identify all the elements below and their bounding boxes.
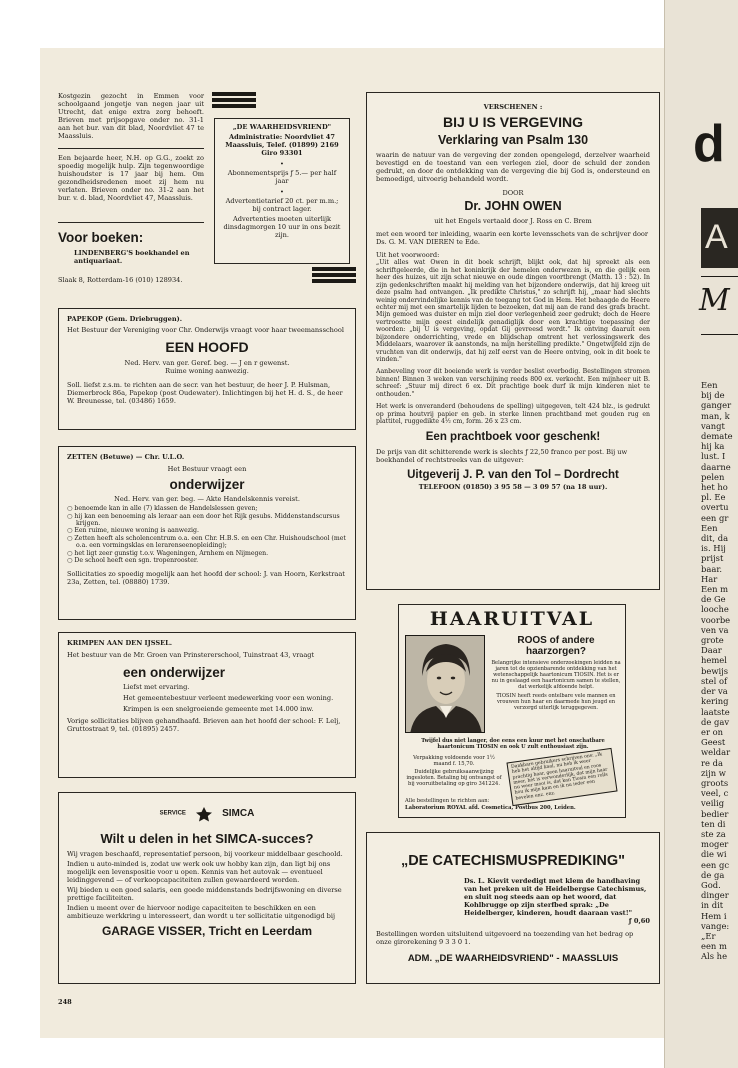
- ad-description: Ds. L. Kievit verdedigt met klem de handhaving van het preken uit de Heidelbergse Catechismus, en sluit nog steeds aan op het woord, dat Kohlbrugge op zijn sterfbed sprak: „De Heidelberger, kinderen, houdt daaraan vast!": [464, 877, 647, 918]
- simca-service-label: SERVICE: [159, 810, 186, 817]
- ad-paragraph: Indien u auto-minded is, zodat uw werk ook uw hobby kan zijn, dan ligt bij ons mogelijk een levenspositie voor u open. Kennis van het autovak — eventueel leidinggevend — of verkoopcapaciteiten zullen gewaardeerd worden.: [67, 860, 331, 885]
- ad-intro: Het Bestuur der Vereniging voor Chr. Onderwijs vraagt voor haar tweemansschool: [67, 326, 344, 335]
- banner-letter: A: [705, 218, 728, 256]
- text-line-fragment: ganger: [701, 400, 732, 411]
- text-line-fragment: hemel: [701, 655, 727, 666]
- ad-intro: Het Bestuur vraagt een: [167, 465, 247, 474]
- body-text-fragment: [701, 380, 738, 962]
- ad-heading: ZETTEN (Betuwe) — Chr. U.L.O.: [67, 453, 185, 461]
- text-line-fragment: groots: [701, 777, 729, 788]
- papekop-vacancy-ad: [58, 308, 356, 430]
- ad-bestelling-address-label: Alle bestellingen te richten aan:: [405, 798, 490, 804]
- zetten-vacancy-ad: [58, 446, 356, 620]
- text-line-fragment: ven va: [701, 624, 729, 635]
- text-line-fragment: bedier: [701, 808, 729, 819]
- haaruitval-ad: [398, 604, 626, 818]
- headline-fragment: d: [693, 115, 725, 173]
- waarheidsvriend-info-box: [214, 118, 350, 264]
- simca-brand: SIMCA: [222, 808, 255, 819]
- text-line-fragment: dit, da: [701, 533, 729, 544]
- info-admin: Administratie: Noordvliet 47 Maassluis, Telef. (01899) 2169 Giro 93301: [225, 133, 339, 158]
- text-line-fragment: Har: [701, 573, 718, 584]
- simca-swallow-icon: [194, 806, 214, 822]
- text-line-fragment: in dit: [701, 900, 724, 911]
- ad-title: onderwijzer: [169, 477, 245, 493]
- text-line-fragment: vange:: [701, 920, 730, 931]
- text-line-fragment: baar.: [701, 563, 723, 574]
- book-paragraph: Het werk is onveranderd (behoudens de spelling) uitgegeven, telt 424 blz., is gedrukt op prima houtvrij papier en geb. in sterke linnen prachtband met gouden rug en plattitel, ruggedikte 4½ cm, form. 26 x 23 cm.: [376, 403, 650, 426]
- black-banner: [701, 208, 738, 268]
- list-item: ○ De school heeft een sgn. tropenrooster.: [67, 557, 199, 565]
- owen-book-ad: [366, 92, 660, 590]
- divider: [58, 222, 204, 223]
- text-line-fragment: stel of: [701, 675, 728, 686]
- ad-line: Het gemeentebestuur verleent medewerking voor een woning.: [123, 694, 334, 703]
- ad-title: een onderwijzer: [123, 665, 226, 681]
- list-item: ○ Zetten heeft als scholencentrum o.a. een Chr. H.B.S. en een Chr. Huishoudschool (met o.a. een vormingsklas en lerarenseenopleiding);: [67, 534, 346, 550]
- divider: [58, 148, 204, 149]
- text-line-fragment: grote: [701, 635, 724, 646]
- catechismusprediking-ad: [366, 832, 660, 984]
- text-line-fragment: ten di: [701, 818, 726, 829]
- voorwoord-label: Uit het voorwoord:: [376, 251, 440, 260]
- ad-body: TIOSIN heeft reeds ontelbare vele mannen en vrouwen hun haar en daarmede hun jeugd en verzorgd uiterlijk teruggegeven.: [496, 693, 616, 711]
- book-title: BIJ U IS VERGEVING: [442, 114, 584, 131]
- decorative-bars: [312, 267, 356, 285]
- text-line-fragment: lust. I: [701, 451, 726, 462]
- book-door: DOOR: [502, 189, 524, 198]
- text-line-fragment: Hem i: [701, 910, 727, 921]
- text-line-fragment: Een: [701, 380, 718, 390]
- boekhandel-name: LINDENBERG'S boekhandel en antiquariaat.: [74, 249, 190, 266]
- text-line-fragment: hij ka: [701, 441, 725, 452]
- text-line-fragment: re da: [701, 757, 723, 768]
- ad-title: Wilt u delen in het SIMCA-succes?: [100, 831, 314, 846]
- testimonial-stamp: Dankbare gebruikers schrijven ons: „Ik heb het altijd kaal, nu heb ik weer prachtig haar, geen haaruitval en roos meer, het is verwonderlijk, dat mijn haar nu weer mooi is, dat kan Tiosin een rolls hou ik mijn kam en ik nu ieder een bevelen enz. enz.: [506, 748, 617, 806]
- ad-footer: Sollicitaties zo spoedig mogelijk aan het hoofd der school: J. van Hoorn, Kerkstraat 23a, Zetten, tel. (08880) 1739.: [67, 569, 345, 586]
- text-line-fragment: die wi: [701, 849, 727, 860]
- info-abonnement: Abonnementsprijs ƒ 5.— per half jaar: [227, 169, 337, 186]
- ad-subtitle: haarzorgen?: [525, 646, 586, 657]
- text-line-fragment: er on: [701, 726, 724, 737]
- text-line-fragment: demate: [701, 431, 733, 442]
- ad-line: Liefst met ervaring.: [123, 683, 190, 692]
- text-line-fragment: de gav: [701, 716, 730, 727]
- ad-laboratorium: Laboratorium ROYAL afd. Cosmetica, Postbus 200, Leiden.: [405, 805, 576, 811]
- ad-footer: Soll. liefst z.s.m. te richten aan de secr. van het bestuur, de heer J. P. Hulsman, Diemerbrock 86a, Papekop (post Oudewater). Inlichtingen bij het H. d. S., de heer W. Breunesse, tel. (03486) 1659.: [67, 381, 343, 406]
- portrait-photo: [405, 635, 485, 733]
- text-line-fragment: Een: [701, 522, 718, 533]
- book-author: Dr. JOHN OWEN: [464, 199, 562, 214]
- text-line-fragment: weldar: [701, 747, 731, 758]
- ad-title: „DE CATECHISMUSPREDIKING": [400, 853, 626, 869]
- ad-order-info: Bestellingen worden uitsluitend uitgevoerd na toezending van het bedrag op onze girorekening 9 3 3 0 1.: [376, 930, 634, 947]
- text-line-fragment: laatste: [701, 706, 730, 717]
- ad-paragraph: Indien u meent over de hiervoor nodige capaciteiten te beschikken en een ambitieuze werkkring u interesseert, dan wordt u ter sollicitatie uitgenodigd bij: [67, 904, 336, 921]
- page-number: 248: [58, 998, 72, 1006]
- ad-subtitle: ROOS of andere: [517, 635, 595, 646]
- ad-requirement: Ruime woning aanwezig.: [165, 367, 249, 376]
- publisher-phone: TELEFOON (01850) 3 95 58 — 3 09 57 (na 18 uur).: [418, 482, 608, 491]
- text-line-fragment: bewijs: [701, 665, 729, 676]
- ad-heading: PAPEKOP (Gem. Driebruggen).: [67, 315, 183, 323]
- text-line-fragment: het ho: [701, 482, 728, 493]
- list-item: ○ benoemde kan in alle (7) klassen de Handelslessen geven;: [67, 505, 258, 513]
- ad-title: HAARUITVAL: [429, 608, 595, 630]
- ad-footer: ADM. „DE WAARHEIDSVRIEND" - MAASSLUIS: [407, 953, 619, 965]
- ad-footer: GARAGE VISSER, Tricht en Leerdam: [101, 924, 313, 939]
- bullet-list: [67, 505, 347, 565]
- ad-title: EEN HOOFD: [165, 339, 249, 356]
- ad-footer: Vorige sollicitaties blijven gehandhaafd. Brieven aan het hoofd der school: F. Lelj, Gruttostraat 9, tel. (01895) 2457.: [67, 717, 341, 734]
- ad-body: Belangrijke intensieve onderzoekingen leidden na jaren tot de opzienbarende ontdekking van het wetenschappelijk haartonicum TIOSIN. Het is er nu in geslaagd een haartonicum samen te stellen, dat werkelijk afdoende helpt.: [491, 660, 621, 690]
- adjacent-page: [664, 0, 738, 1068]
- ad-requirement: Ned. Herv. van ger. Geref. beg. — J en r gewenst.: [124, 359, 290, 368]
- text-line-fragment: Als he: [701, 951, 728, 962]
- text-line-fragment: kering: [701, 696, 729, 707]
- ad-paragraph: Wij vragen beschaafd, representatief persoon, bij voorkeur middelbaar geschoold.: [67, 850, 343, 858]
- text-line-fragment: Daar: [701, 645, 722, 656]
- classified-ad-bejaarde-heer: Een bejaarde heer, N.H. op G.G., zoekt zo spoedig mogelijk hulp. Zijn tegenwoordige huishoudster is 17 jaar bij hem. Om gezondheidsredenen moet zij hem nu verlaten. Brieven onder no. 31-2 aan het bur. v. d. blad, Noordvliet 47, Maassluis.: [58, 154, 204, 203]
- ad-requirement: Ned. Herv. van ger. beg. — Akte Handelskennis vereist.: [114, 495, 300, 504]
- krimpen-vacancy-ad: [58, 632, 356, 778]
- ad-verpakking: Verpakking voldoende voor 1½ maand f. 15,70.: [413, 755, 495, 768]
- text-line-fragment: God.: [701, 879, 721, 890]
- decorative-bars: [212, 92, 256, 110]
- dot: •: [280, 160, 284, 169]
- list-item: ○ Een ruime, nieuwe woning is aanwezig.: [67, 527, 199, 535]
- man-portrait-icon: [406, 636, 485, 733]
- boekhandel-address: Slaak 8, Rotterdam-16 (010) 128934.: [58, 276, 183, 284]
- voor-boeken-heading: Voor boeken:: [58, 230, 144, 245]
- text-line-fragment: daarne: [701, 461, 731, 472]
- text-line-fragment: „Er: [701, 930, 716, 941]
- text-line-fragment: veel, c: [701, 788, 729, 799]
- text-line-fragment: moger: [701, 839, 729, 850]
- ad-label: VERSCHENEN :: [483, 103, 543, 111]
- text-line-fragment: Geest: [701, 737, 726, 748]
- book-subtitle: Verklaring van Psalm 130: [437, 133, 589, 148]
- info-tarief: Advertentietarief 20 ct. per m.m.; bij contract lager.: [225, 197, 339, 214]
- dot: •: [280, 188, 284, 197]
- text-line-fragment: voorbe: [701, 614, 731, 625]
- text-line-fragment: pl. Ee: [701, 492, 726, 503]
- info-title: „DE WAARHEIDSVRIEND": [232, 123, 332, 131]
- list-item: ○ hij kan een benoeming als leraar aan een door het Rijk gesubs. Middenstandscursus krijgen.: [67, 512, 340, 527]
- book-paragraph: Aanbeveling voor dit boeiende werk is verder beslist overbodig. Bestellingen stromen binnen! Binnen 3 weken van verschijning reeds 800 ex. verkocht. Een mijnheer uit B. schreef: „Stuur mij direct 6 ex. Dit prachtige boek durf ik mijn kinderen niet te onthouden.": [376, 368, 650, 398]
- ad-intro: Het bestuur van de Mr. Groen van Prinstererschool, Tuinstraat 43, vraagt: [67, 651, 315, 660]
- book-slogan: Een prachtboek voor geschenk!: [425, 430, 601, 443]
- book-description: waarin de natuur van de vergeving der zonden opengelegd, derzelver waarheid bevestigd en de toestand van een verlegen ziel, door de schuld der zonden gedrukt, en door de ontdekking van de vergeving die bij God is, ondersteund en bemoedigd, uitvoerig behandeld wordt.: [376, 151, 650, 184]
- publisher-name: Uitgeverij J. P. van den Tol – Dordrecht: [407, 468, 619, 481]
- text-line-fragment: de ga: [701, 869, 725, 880]
- ad-line: Krimpen is een snelgroeiende gemeente met 14.000 inw.: [123, 705, 314, 714]
- text-line-fragment: prijst: [701, 553, 724, 564]
- ad-twijfel: Twijfel dus niet langer, doe eens een kuur met het onschatbare haartonicum TIOSIN en ook U zult enthousiast zijn.: [421, 738, 605, 750]
- simca-job-ad: [58, 792, 356, 984]
- list-item: ○ het ligt zeer gunstig t.o.v. Wageningen, Arnhem en Nijmegen.: [67, 549, 269, 557]
- ad-bestelling: Duidelijke gebruiksaanwijzing ingesloten. Betaling bij ontvangst of bij vooruitbetaling op giro 341224.: [406, 769, 502, 788]
- text-line-fragment: zijn w: [701, 767, 726, 778]
- info-deadline: Advertenties moeten uiterlijk dinsdagmorgen 10 uur in ons bezit zijn.: [223, 215, 341, 240]
- text-line-fragment: de Ge: [701, 594, 726, 605]
- classified-ad-emmen: Kostgezin gezocht in Emmen voor schoolgaand jongetje van negen jaar uit Utrecht, dat enige extra zorg behoeft. Brieven met prijsopgave onder no. 31-1 aan het bur. van dit blad, Noordvliet 47 te Maassluis.: [58, 92, 204, 141]
- text-line-fragment: looche: [701, 604, 729, 615]
- text-line-fragment: Een m: [701, 584, 729, 595]
- ad-heading: KRIMPEN AAN DEN IJSSEL.: [67, 639, 173, 647]
- text-line-fragment: is. Hij: [701, 543, 726, 554]
- text-line-fragment: veilig: [701, 798, 725, 809]
- text-line-fragment: een gc: [701, 859, 730, 870]
- text-line-fragment: der va: [701, 686, 728, 697]
- rule: [701, 276, 738, 277]
- text-line-fragment: overtu: [701, 502, 729, 513]
- voorwoord-text: „Uit alles wat Owen in dit boek schrijft, blijkt ook, dat hij spreekt als een schriftgeleerde, die in het koninkrijk der hemelen onderwezen is, en die gelijk een heer des huizes, uit zijn schat nieuwe en oude dingen voortbrengt (Matth. 13 : 52). In zijn gedenkschriften maakt hij melding van het bijzondere onderwijs, dat hij kreeg uit deze psalm had ontvangen. „Ik predikte Christus," zo schrijft hij, „maar had slechts weinig ondervindelijke kennis van de toegang tot God in Hem. Het behaagde de Heere echter mij met een smartelijk lijden te bezoeken, dat mij aan de rand des grafs bracht. Mijn gemoed was duister en mijn ziel door verlegenheid zeer gedrukt; doch de Heere vertroostte mijn geest eindelijk genadiglijk door een krachtige toepassing der woorden: „bij U is vergeving, opdat Gij gevreesd wordt." Ik ontving daaruit een bijzondere onderrichting, vrede en blijdschap omtrent het verlossingswerk des Middelaars, waarover ik aanstonds, na mijn herstelling predikte." Ongetwijfeld zijn de vruchten van dit onderwijs, dat hij zelf eerst van de Heere ontving, ook in dit boek te vinden.": [376, 259, 650, 363]
- text-line-fragment: bij de: [701, 390, 725, 401]
- script-title-fragment: M: [699, 283, 730, 318]
- book-intro: met een woord ter inleiding, waarin een korte levensschets van de schrijver door Ds. G. M. VAN DIEREN te Ede.: [376, 230, 649, 247]
- text-line-fragment: een m: [701, 941, 727, 952]
- text-line-fragment: een gr: [701, 512, 729, 523]
- text-line-fragment: dinger: [701, 890, 729, 901]
- text-line-fragment: pelen: [701, 471, 725, 482]
- text-line-fragment: vangt: [701, 420, 725, 431]
- rule: [701, 334, 738, 335]
- ad-paragraph: Wij bieden u een goed salaris, een goede middenstands bedrijfswoning en diverse prettige faciliteiten.: [67, 886, 342, 903]
- book-translator: uit het Engels vertaald door J. Ross en C. Brem: [434, 217, 592, 226]
- simca-logo: [67, 803, 347, 822]
- text-line-fragment: ste za: [701, 828, 726, 839]
- book-price: De prijs van dit schitterende werk is slechts ƒ 22,50 franco per post. Bij uw boekhandel of rechtstreeks van de uitgever:: [376, 447, 628, 464]
- ad-price: ƒ 0,60: [628, 917, 650, 926]
- text-line-fragment: man, k: [701, 410, 730, 421]
